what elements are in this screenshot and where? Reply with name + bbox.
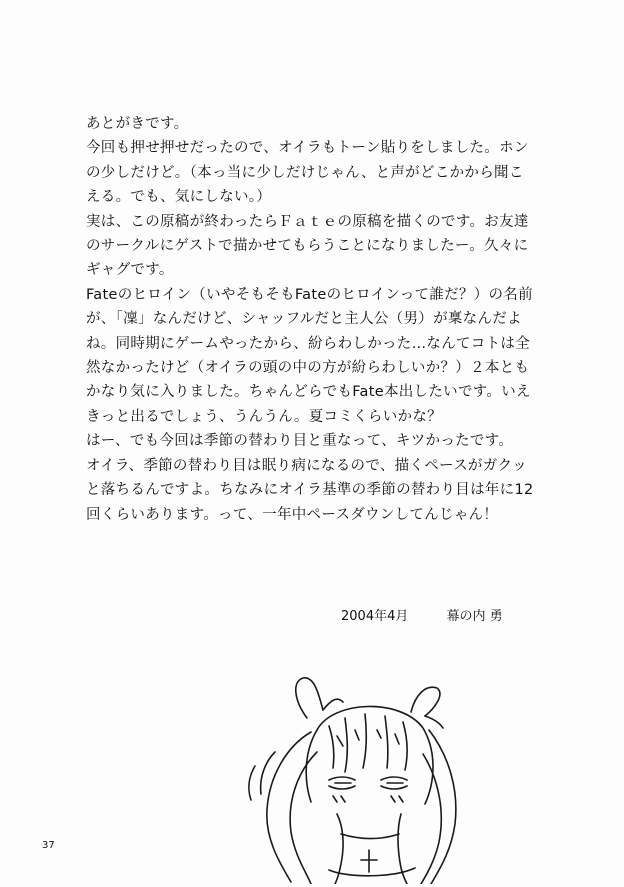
signature — [341, 605, 503, 624]
text-line: ね。同時期にゲームやったから、紛らわしかった…なんてコトは全 — [86, 335, 530, 352]
text-line: 実は、この原稿が終わったらＦａｔｅの原稿を描くのです。お友達 — [86, 213, 529, 230]
text-line: 回くらいあります。って、一年中ペースダウンしてんじゃん！ — [86, 506, 499, 523]
signature-author: 幕の内 勇 — [446, 609, 503, 624]
text-line: 今回も押せ押せだったので、オイラもトーン貼りをしました。ホン — [86, 140, 529, 157]
chibi-character-illustration — [225, 672, 465, 884]
signature-date: 2004年4月 — [341, 609, 409, 624]
text-line: 然なかったけど（オイラの頭の中の方が紛らわしいか？）２本とも — [86, 360, 530, 377]
text-line: が、「凜」なんだけど、シャッフルだと主人公（男）が稟なんだよ — [86, 311, 522, 328]
text-line: える。でも、気にしない。） — [86, 189, 272, 206]
page-number: 37 — [42, 840, 55, 851]
text-line: あとがきです。 — [86, 116, 189, 132]
text-line: はー、でも今回は季節の替わり目と重なって、キツかったです。 — [86, 433, 514, 450]
text-line: Fateのヒロイン（いやそもそもFateのヒロインって誰だ？）の名前 — [86, 286, 533, 303]
text-line: のサークルにゲストで描かせてもらうことになりましたー。久々に — [86, 238, 529, 255]
text-line: ギャグです。 — [86, 262, 174, 279]
text-line: と落ちるんですよ。ちなみにオイラ基準の季節の替わり目は年に12 — [86, 482, 534, 499]
text-line: オイラ、季節の替わり目は眠り病になるので、描くペースがガクッ — [86, 457, 528, 474]
text-line: かなり気に入りました。ちゃんどらでもFate本出したいです。いえ — [86, 384, 531, 401]
text-line: きっと出るでしょう、うんうん。夏コミくらいかな？ — [86, 408, 442, 425]
text-line: の少しだけど。（本っ当に少しだけじゃん、と声がどこかから聞こ — [86, 164, 524, 181]
afterword-text — [86, 112, 586, 527]
